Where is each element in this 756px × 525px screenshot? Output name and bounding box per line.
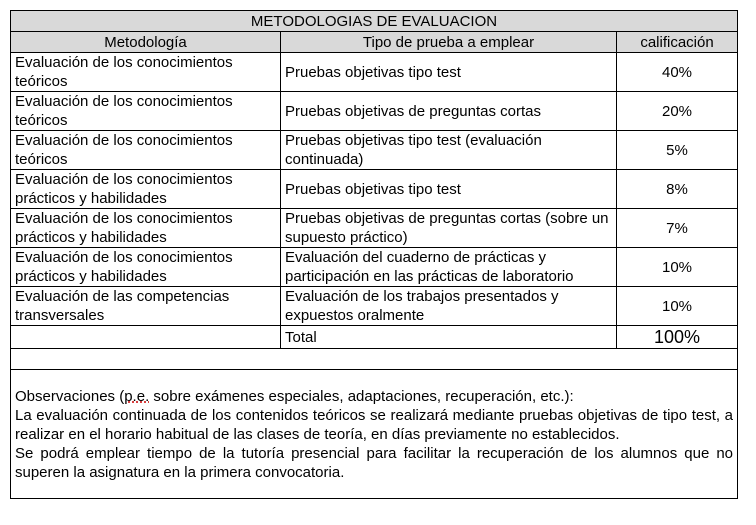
table-row (11, 248, 738, 287)
evaluation-document (10, 10, 737, 499)
cell-calificacion: 10% (617, 287, 738, 326)
header-tipo-prueba: Tipo de prueba a emplear (281, 32, 617, 53)
table-row (11, 287, 738, 326)
spacer-row (11, 349, 738, 370)
cell-tipo: Pruebas objetivas tipo test (281, 170, 617, 209)
evaluation-table (10, 10, 738, 499)
total-value: 100% (617, 326, 738, 349)
observaciones-paragraph-2: Se podrá emplear tiempo de la tutoría presencial para facilitar la recuperación de los alumnos que no superen la asignatura en la primera convocatoria. (15, 444, 734, 481)
table-row (11, 131, 738, 170)
cell-metodologia: Evaluación de los conocimientos teóricos (11, 131, 281, 170)
cell-calificacion: 20% (617, 92, 738, 131)
cell-tipo: Pruebas objetivas tipo test (281, 53, 617, 92)
spacer-cell (11, 349, 738, 370)
observaciones-heading (15, 387, 733, 406)
table-row (11, 92, 738, 131)
total-row (11, 326, 738, 349)
cell-metodologia: Evaluación de las competencias transversales (11, 287, 281, 326)
cell-tipo: Evaluación del cuaderno de prácticas y participación en las prácticas de laboratorio (281, 248, 617, 287)
cell-metodologia: Evaluación de los conocimientos teóricos (11, 92, 281, 131)
cell-calificacion: 10% (617, 248, 738, 287)
observaciones-heading-prefix: Observaciones ( (15, 387, 125, 405)
observaciones-row (11, 370, 738, 499)
cell-calificacion: 40% (617, 53, 738, 92)
header-calificacion: calificación (617, 32, 738, 53)
observaciones-heading-pe: p.e. (124, 387, 150, 405)
cell-tipo: Evaluación de los trabajos presentados y expuestos oralmente (281, 287, 617, 326)
table-row (11, 53, 738, 92)
total-empty-cell (11, 326, 281, 349)
observaciones-paragraph-1: La evaluación continuada de los contenidos teóricos se realizará mediante pruebas objetivas de tipo test, a realizar en el horario habitual de las clases de teoría, en días previamente no establecidos. (15, 406, 734, 443)
cell-calificacion: 5% (617, 131, 738, 170)
cell-metodologia: Evaluación de los conocimientos prácticos y habilidades (11, 170, 281, 209)
total-label: Total (281, 326, 617, 349)
header-metodologia: Metodología (11, 32, 281, 53)
observaciones-cell (11, 370, 738, 499)
table-row (11, 170, 738, 209)
cell-metodologia: Evaluación de los conocimientos prácticos y habilidades (11, 248, 281, 287)
cell-calificacion: 7% (617, 209, 738, 248)
cell-metodologia: Evaluación de los conocimientos teóricos (11, 53, 281, 92)
cell-tipo: Pruebas objetivas de preguntas cortas (281, 92, 617, 131)
table-title: METODOLOGIAS DE EVALUACION (11, 11, 738, 32)
cell-metodologia: Evaluación de los conocimientos prácticos y habilidades (11, 209, 281, 248)
observaciones-heading-suffix: sobre exámenes especiales, adaptaciones, recuperación, etc.): (149, 387, 574, 405)
cell-tipo: Pruebas objetivas tipo test (evaluación continuada) (281, 131, 617, 170)
cell-tipo: Pruebas objetivas de preguntas cortas (sobre un supuesto práctico) (281, 209, 617, 248)
table-row (11, 209, 738, 248)
cell-calificacion: 8% (617, 170, 738, 209)
